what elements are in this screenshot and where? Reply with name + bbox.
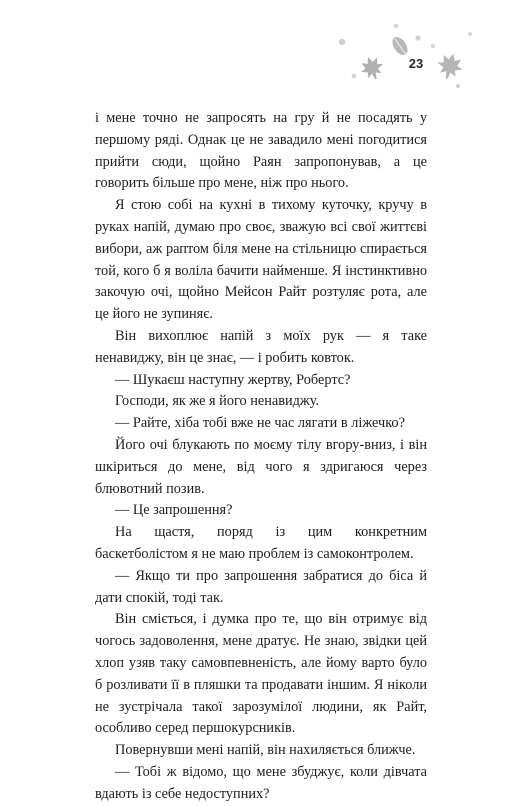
body-text [95,108,427,806]
dialogue-line: — Тобі ж відомо, що мене збуджує, коли дівчата вдають із себе недоступних? [95,763,427,802]
paragraph: Його очі блукають по моєму тілу вгору-вниз, і він шкіриться до мене, від чого я здригаюся через блювотний позив. [95,436,427,497]
dot-icon [456,84,460,88]
paragraph: Повернувши мені напій, він нахиляється ближче. [115,742,416,759]
paragraph: і мене точно не запросять на гру й не посадять у першому ряді. Однак це не завадило мені погодитися прийти сюди, щойно Раян запропонував, а це говорить більше про мене, ніж про нього. [95,110,427,192]
paragraph: Він вихоплює напій з моїх рук — я таке ненавиджу, він це знає, — і робить ковток. [95,327,427,366]
dot-icon [468,32,472,36]
maple-leaf-icon [434,50,466,82]
paragraph: На щастя, поряд із цим конкретним баскетболістом я не маю проблем із самоконтролем. [95,524,427,562]
page-number: 23 [408,56,424,71]
dot-icon [415,35,420,40]
dialogue-line: — Це запрошення? [115,502,233,519]
dot-icon [431,44,435,48]
dot-icon [339,39,345,45]
paragraph: Я стою собі на кухні в тихому куточку, кручу в руках напій, думаю про своє, зважую всі свої життєві вибори, аж раптом біля мене на стільницю спирається той, кого б я воліла бачити найменше. Я інстинктивно закочую очі, щойно Мейсон Райт розтуляє рота, але це його не зупиняє. [95,197,427,323]
dot-icon [352,74,357,79]
paragraph: Господи, як же я його ненавиджу. [115,393,320,410]
dialogue-line: — Райте, хіба тобі вже не час лягати в ліжечко? [115,415,405,432]
dialogue-line: — Шукаєш наступну жертву, Робертс? [115,371,351,388]
dot-icon [394,24,398,28]
dialogue-line: — Якщо ти про запрошення забратися до біса й дати спокій, тоді так. [95,567,427,606]
maple-leaf-icon [357,53,387,83]
paragraph: Він сміється, і думка про те, що він отримує від чогось задоволення, мене дратує. Не знаю, звідки цей хлоп узяв таку самовпевненість, але йому варто було б розливати її в пляшки та продавати іншим. Я ніколи не зустрічала такої зарозумілої людини, як Райт, особливо серед першокурсників. [95,611,427,737]
